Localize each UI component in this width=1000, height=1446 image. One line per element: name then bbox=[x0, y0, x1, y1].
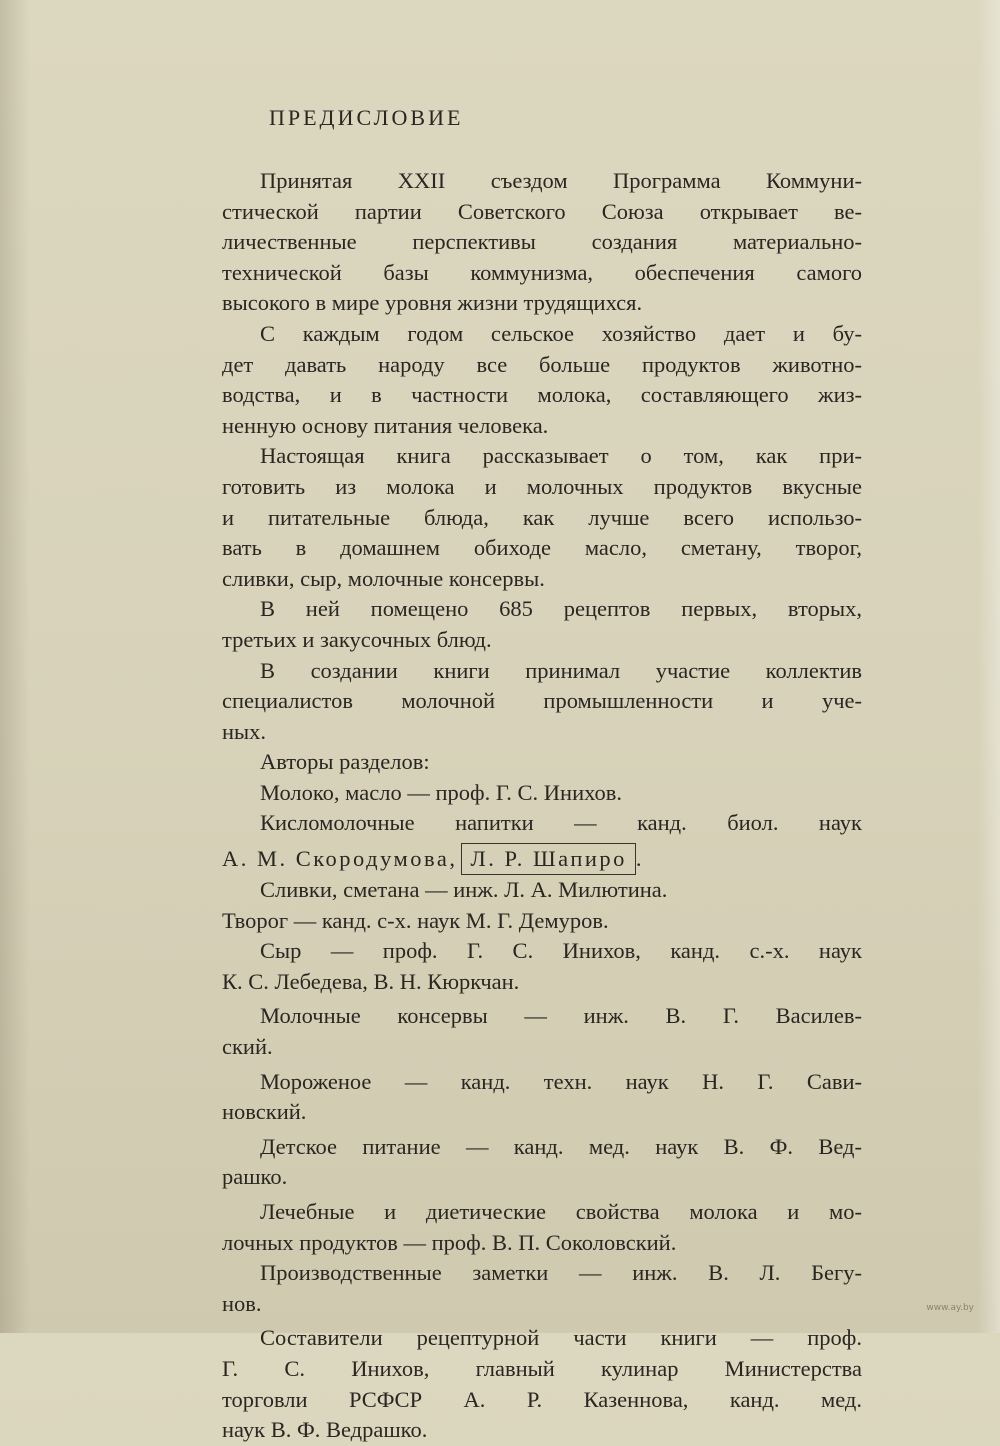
text-line: специалистов молочной промышленности и уче- bbox=[222, 688, 862, 714]
page-title: ПРЕДИСЛОВИЕ bbox=[269, 105, 464, 130]
paragraph-recipes bbox=[222, 594, 862, 655]
author-entry: Детское питание — канд. мед. наук В. Ф. Вед- bbox=[260, 1133, 862, 1159]
text-line: Принятая XXII съездом Программа Коммуни- bbox=[260, 168, 862, 193]
author-name: А. М. Скородумова, bbox=[222, 846, 458, 872]
text-line: вать в домашнем обиходе масло, сметану, творог, bbox=[222, 535, 862, 561]
author-entry: Молоко, масло — проф. Г. С. Инихов. bbox=[260, 779, 623, 805]
text-line: С каждым годом сельское хозяйство дает и бу- bbox=[260, 320, 862, 346]
text-line: технической базы коммунизма, обеспечения самого bbox=[222, 259, 862, 285]
boxed-author-name: Л. Р. Шапиро bbox=[461, 843, 635, 875]
compilers-entry: наук В. Ф. Ведрашко. bbox=[222, 1417, 428, 1443]
text-line: В ней помещено 685 рецептов первых, вторых, bbox=[260, 596, 862, 622]
author-entry: Производственные заметки — инж. В. Л. Бегу- bbox=[260, 1260, 862, 1286]
author-period: . bbox=[635, 846, 642, 872]
compilers-entry: Г. С. Инихов, главный кулинар Министерства bbox=[222, 1355, 862, 1381]
paragraph-program bbox=[222, 166, 862, 319]
author-entry: новский. bbox=[222, 1099, 307, 1125]
paragraph-team bbox=[222, 656, 862, 748]
author-entry: К. С. Лебедева, В. Н. Кюркчан. bbox=[222, 968, 520, 994]
page-fold-shadow bbox=[0, 0, 30, 1333]
author-entry: Мороженое — канд. техн. наук Н. Г. Сави- bbox=[260, 1068, 862, 1094]
author-entry: нов. bbox=[222, 1290, 262, 1316]
text-line: стической партии Советского Союза открывает ве- bbox=[222, 198, 862, 224]
text-line: дет давать народу все больше продуктов животно- bbox=[222, 351, 862, 377]
text-line: готовить из молока и молочных продуктов вкусные bbox=[222, 473, 862, 499]
paragraph-agriculture bbox=[222, 319, 862, 441]
text-line: ных. bbox=[222, 718, 267, 744]
watermark: www.ay.by bbox=[926, 1303, 974, 1313]
text-line: высокого в мире уровня жизни трудящихся. bbox=[222, 290, 643, 316]
authors-label: Авторы разделов: bbox=[260, 749, 430, 775]
text-line: личественные перспективы создания материально- bbox=[222, 229, 862, 255]
text-line: третьих и закусочных блюд. bbox=[222, 626, 492, 652]
author-entry: Кисломолочные напитки — канд. биол. наук bbox=[260, 810, 862, 836]
text-line: водства, и в частности молока, составляющего жиз- bbox=[222, 382, 862, 408]
author-entry: ский. bbox=[222, 1034, 273, 1060]
author-entry: лочных продуктов — проф. В. П. Соколовский. bbox=[222, 1229, 677, 1255]
text-line: сливки, сыр, молочные консервы. bbox=[222, 565, 545, 591]
author-entry: Сливки, сметана — инж. Л. А. Милютина. bbox=[260, 877, 668, 903]
author-entry bbox=[222, 843, 862, 875]
paragraph-book bbox=[222, 441, 862, 594]
text-line: и питательные блюда, как лучше всего использо- bbox=[222, 504, 862, 530]
author-entry: Молочные консервы — инж. В. Г. Василев- bbox=[260, 1003, 862, 1029]
author-entry: рашко. bbox=[222, 1164, 288, 1190]
text-line: В создании книги принимал участие коллектив bbox=[260, 657, 862, 683]
author-entry: Лечебные и диетические свойства молока и мо- bbox=[260, 1199, 862, 1224]
page-edge bbox=[978, 0, 1000, 1333]
compilers-entry: Составители рецептурной части книги — проф. bbox=[260, 1325, 862, 1351]
preface-page bbox=[222, 100, 862, 1446]
author-entry: Сыр — проф. Г. С. Инихов, канд. с.-х. наук bbox=[260, 938, 862, 964]
text-line: ненную основу питания человека. bbox=[222, 412, 549, 438]
compilers-entry: торговли РСФСР А. Р. Казеннова, канд. мед. bbox=[222, 1386, 862, 1412]
author-entry: Творог — канд. с-х. наук М. Г. Демуров. bbox=[222, 907, 609, 933]
text-line: Настоящая книга рассказывает о том, как при- bbox=[260, 443, 862, 469]
authors-list bbox=[222, 778, 862, 1446]
